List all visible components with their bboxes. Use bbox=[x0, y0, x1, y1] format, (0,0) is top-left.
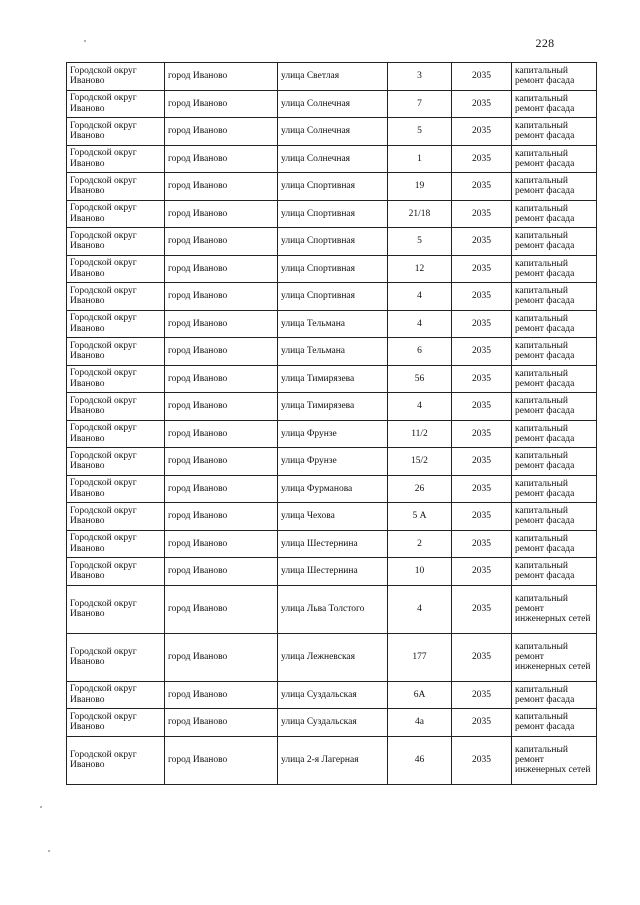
year-cell: 2035 bbox=[452, 310, 512, 338]
work-type-cell: капитальный ремонт фасада bbox=[512, 420, 597, 448]
district-cell: Городской округ Иваново bbox=[67, 365, 165, 393]
year-cell: 2035 bbox=[452, 283, 512, 311]
street-cell: улица Шестернина bbox=[278, 558, 388, 586]
work-type-cell: капитальный ремонт фасада bbox=[512, 90, 597, 118]
scan-speck bbox=[40, 806, 42, 808]
city-cell: город Иваново bbox=[165, 145, 278, 173]
house-number-cell: 6А bbox=[388, 681, 452, 709]
housing-repair-table bbox=[66, 62, 597, 785]
house-number-cell: 26 bbox=[388, 475, 452, 503]
table-row bbox=[67, 338, 597, 366]
table-row bbox=[67, 173, 597, 201]
street-cell: улица Солнечная bbox=[278, 118, 388, 146]
year-cell: 2035 bbox=[452, 63, 512, 91]
table-row bbox=[67, 283, 597, 311]
house-number-cell: 6 bbox=[388, 338, 452, 366]
house-number-cell: 12 bbox=[388, 255, 452, 283]
city-cell: город Иваново bbox=[165, 736, 278, 784]
year-cell: 2035 bbox=[452, 145, 512, 173]
table-row bbox=[67, 63, 597, 91]
work-type-cell: капитальный ремонт фасада bbox=[512, 173, 597, 201]
work-type-cell: капитальный ремонт фасада bbox=[512, 558, 597, 586]
scan-speck bbox=[48, 850, 50, 852]
year-cell: 2035 bbox=[452, 338, 512, 366]
year-cell: 2035 bbox=[452, 118, 512, 146]
table-row bbox=[67, 145, 597, 173]
table-row bbox=[67, 393, 597, 421]
table-row bbox=[67, 503, 597, 531]
table-row bbox=[67, 228, 597, 256]
city-cell: город Иваново bbox=[165, 338, 278, 366]
district-cell: Городской округ Иваново bbox=[67, 558, 165, 586]
city-cell: город Иваново bbox=[165, 558, 278, 586]
house-number-cell: 5 bbox=[388, 118, 452, 146]
street-cell: улица Спортивная bbox=[278, 255, 388, 283]
house-number-cell: 177 bbox=[388, 633, 452, 681]
city-cell: город Иваново bbox=[165, 448, 278, 476]
city-cell: город Иваново bbox=[165, 365, 278, 393]
work-type-cell: капитальный ремонт фасада bbox=[512, 228, 597, 256]
work-type-cell: капитальный ремонт фасада bbox=[512, 118, 597, 146]
table-row bbox=[67, 420, 597, 448]
city-cell: город Иваново bbox=[165, 709, 278, 737]
street-cell: улица Солнечная bbox=[278, 145, 388, 173]
scan-speck bbox=[84, 40, 86, 42]
street-cell: улица Спортивная bbox=[278, 200, 388, 228]
street-cell: улица 2-я Лагерная bbox=[278, 736, 388, 784]
year-cell: 2035 bbox=[452, 585, 512, 633]
district-cell: Городской округ Иваново bbox=[67, 90, 165, 118]
year-cell: 2035 bbox=[452, 558, 512, 586]
table-row bbox=[67, 709, 597, 737]
house-number-cell: 4 bbox=[388, 585, 452, 633]
city-cell: город Иваново bbox=[165, 63, 278, 91]
table-row bbox=[67, 736, 597, 784]
year-cell: 2035 bbox=[452, 255, 512, 283]
house-number-cell: 4а bbox=[388, 709, 452, 737]
city-cell: город Иваново bbox=[165, 503, 278, 531]
street-cell: улица Светлая bbox=[278, 63, 388, 91]
table-row bbox=[67, 558, 597, 586]
city-cell: город Иваново bbox=[165, 530, 278, 558]
street-cell: улица Фрунзе bbox=[278, 448, 388, 476]
table-row bbox=[67, 255, 597, 283]
year-cell: 2035 bbox=[452, 530, 512, 558]
work-type-cell: капитальный ремонт фасада bbox=[512, 255, 597, 283]
street-cell: улица Спортивная bbox=[278, 283, 388, 311]
street-cell: улица Спортивная bbox=[278, 173, 388, 201]
district-cell: Городской округ Иваново bbox=[67, 118, 165, 146]
house-number-cell: 4 bbox=[388, 283, 452, 311]
table-body bbox=[67, 63, 597, 785]
street-cell: улица Тельмана bbox=[278, 310, 388, 338]
year-cell: 2035 bbox=[452, 475, 512, 503]
year-cell: 2035 bbox=[452, 365, 512, 393]
year-cell: 2035 bbox=[452, 173, 512, 201]
table-row bbox=[67, 90, 597, 118]
house-number-cell: 15/2 bbox=[388, 448, 452, 476]
city-cell: город Иваново bbox=[165, 310, 278, 338]
street-cell: улица Тимирязева bbox=[278, 365, 388, 393]
district-cell: Городской округ Иваново bbox=[67, 681, 165, 709]
district-cell: Городской округ Иваново bbox=[67, 530, 165, 558]
district-cell: Городской округ Иваново bbox=[67, 503, 165, 531]
work-type-cell: капитальный ремонт инженерных сетей bbox=[512, 585, 597, 633]
city-cell: город Иваново bbox=[165, 475, 278, 503]
city-cell: город Иваново bbox=[165, 173, 278, 201]
work-type-cell: капитальный ремонт фасада bbox=[512, 310, 597, 338]
city-cell: город Иваново bbox=[165, 255, 278, 283]
street-cell: улица Лежневская bbox=[278, 633, 388, 681]
work-type-cell: капитальный ремонт инженерных сетей bbox=[512, 736, 597, 784]
year-cell: 2035 bbox=[452, 90, 512, 118]
city-cell: город Иваново bbox=[165, 90, 278, 118]
city-cell: город Иваново bbox=[165, 118, 278, 146]
district-cell: Городской округ Иваново bbox=[67, 228, 165, 256]
year-cell: 2035 bbox=[452, 200, 512, 228]
table-row bbox=[67, 475, 597, 503]
table-row bbox=[67, 585, 597, 633]
city-cell: город Иваново bbox=[165, 200, 278, 228]
table-row bbox=[67, 310, 597, 338]
table-row bbox=[67, 118, 597, 146]
house-number-cell: 4 bbox=[388, 393, 452, 421]
street-cell: улица Тимирязева bbox=[278, 393, 388, 421]
work-type-cell: капитальный ремонт фасада bbox=[512, 145, 597, 173]
street-cell: улица Чехова bbox=[278, 503, 388, 531]
district-cell: Городской округ Иваново bbox=[67, 283, 165, 311]
district-cell: Городской округ Иваново bbox=[67, 393, 165, 421]
street-cell: улица Шестернина bbox=[278, 530, 388, 558]
year-cell: 2035 bbox=[452, 503, 512, 531]
work-type-cell: капитальный ремонт фасада bbox=[512, 365, 597, 393]
street-cell: улица Льва Толстого bbox=[278, 585, 388, 633]
house-number-cell: 46 bbox=[388, 736, 452, 784]
city-cell: город Иваново bbox=[165, 585, 278, 633]
district-cell: Городской округ Иваново bbox=[67, 200, 165, 228]
district-cell: Городской округ Иваново bbox=[67, 338, 165, 366]
year-cell: 2035 bbox=[452, 420, 512, 448]
work-type-cell: капитальный ремонт фасада bbox=[512, 475, 597, 503]
work-type-cell: капитальный ремонт фасада bbox=[512, 283, 597, 311]
work-type-cell: капитальный ремонт фасада bbox=[512, 393, 597, 421]
work-type-cell: капитальный ремонт фасада bbox=[512, 681, 597, 709]
work-type-cell: капитальный ремонт фасада bbox=[512, 503, 597, 531]
city-cell: город Иваново bbox=[165, 393, 278, 421]
house-number-cell: 1 bbox=[388, 145, 452, 173]
district-cell: Городской округ Иваново bbox=[67, 173, 165, 201]
street-cell: улица Спортивная bbox=[278, 228, 388, 256]
street-cell: улица Тельмана bbox=[278, 338, 388, 366]
city-cell: город Иваново bbox=[165, 681, 278, 709]
city-cell: город Иваново bbox=[165, 228, 278, 256]
work-type-cell: капитальный ремонт фасада bbox=[512, 448, 597, 476]
house-number-cell: 19 bbox=[388, 173, 452, 201]
house-number-cell: 5 А bbox=[388, 503, 452, 531]
street-cell: улица Солнечная bbox=[278, 90, 388, 118]
city-cell: город Иваново bbox=[165, 420, 278, 448]
district-cell: Городской округ Иваново bbox=[67, 145, 165, 173]
table-row bbox=[67, 448, 597, 476]
district-cell: Городской округ Иваново bbox=[67, 736, 165, 784]
house-number-cell: 4 bbox=[388, 310, 452, 338]
work-type-cell: капитальный ремонт фасада bbox=[512, 63, 597, 91]
district-cell: Городской округ Иваново bbox=[67, 448, 165, 476]
street-cell: улица Суздальская bbox=[278, 681, 388, 709]
house-number-cell: 56 bbox=[388, 365, 452, 393]
house-number-cell: 7 bbox=[388, 90, 452, 118]
work-type-cell: капитальный ремонт фасада bbox=[512, 200, 597, 228]
page-number: 228 bbox=[535, 36, 555, 50]
year-cell: 2035 bbox=[452, 709, 512, 737]
district-cell: Городской округ Иваново bbox=[67, 709, 165, 737]
work-type-cell: капитальный ремонт фасада bbox=[512, 338, 597, 366]
year-cell: 2035 bbox=[452, 393, 512, 421]
house-number-cell: 11/2 bbox=[388, 420, 452, 448]
district-cell: Городской округ Иваново bbox=[67, 310, 165, 338]
table-row bbox=[67, 200, 597, 228]
year-cell: 2035 bbox=[452, 736, 512, 784]
table-row bbox=[67, 530, 597, 558]
street-cell: улица Фурманова bbox=[278, 475, 388, 503]
work-type-cell: капитальный ремонт фасада bbox=[512, 709, 597, 737]
house-number-cell: 5 bbox=[388, 228, 452, 256]
work-type-cell: капитальный ремонт инженерных сетей bbox=[512, 633, 597, 681]
table-row bbox=[67, 681, 597, 709]
district-cell: Городской округ Иваново bbox=[67, 633, 165, 681]
year-cell: 2035 bbox=[452, 681, 512, 709]
table-row bbox=[67, 365, 597, 393]
house-number-cell: 21/18 bbox=[388, 200, 452, 228]
street-cell: улица Суздальская bbox=[278, 709, 388, 737]
year-cell: 2035 bbox=[452, 228, 512, 256]
district-cell: Городской округ Иваново bbox=[67, 475, 165, 503]
city-cell: город Иваново bbox=[165, 633, 278, 681]
year-cell: 2035 bbox=[452, 448, 512, 476]
table-row bbox=[67, 633, 597, 681]
district-cell: Городской округ Иваново bbox=[67, 420, 165, 448]
house-number-cell: 3 bbox=[388, 63, 452, 91]
district-cell: Городской округ Иваново bbox=[67, 63, 165, 91]
house-number-cell: 2 bbox=[388, 530, 452, 558]
city-cell: город Иваново bbox=[165, 283, 278, 311]
house-number-cell: 10 bbox=[388, 558, 452, 586]
street-cell: улица Фрунзе bbox=[278, 420, 388, 448]
district-cell: Городской округ Иваново bbox=[67, 585, 165, 633]
year-cell: 2035 bbox=[452, 633, 512, 681]
district-cell: Городской округ Иваново bbox=[67, 255, 165, 283]
work-type-cell: капитальный ремонт фасада bbox=[512, 530, 597, 558]
